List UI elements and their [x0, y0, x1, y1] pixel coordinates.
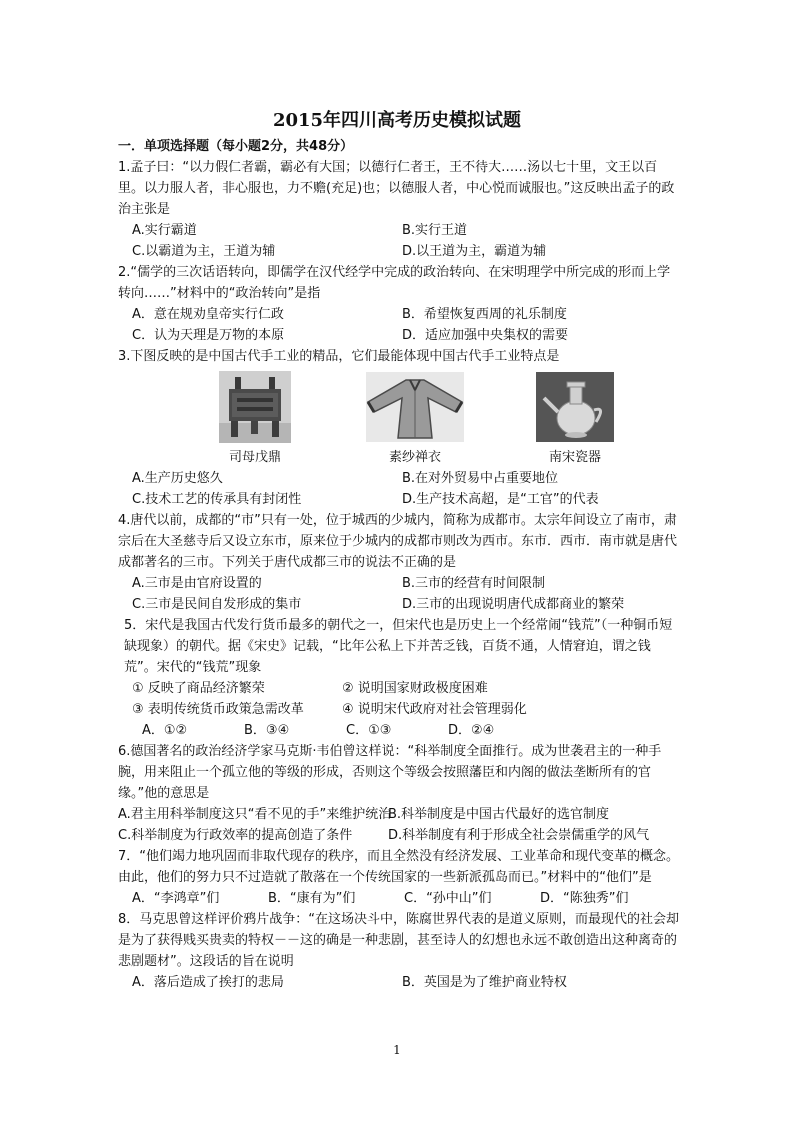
option-d: D.科举制度有利于形成全社会崇儒重学的风气 [388, 828, 650, 843]
statement-4: ④ 说明宋代政府对社会管理弱化 [342, 702, 527, 717]
option-a: A．①② [142, 723, 188, 738]
bronze-ding-image [219, 371, 291, 443]
option-b: B.实行王道 [402, 223, 468, 238]
question-stem: 8．马克思曾这样评价鸦片战争：“在这场决斗中，陈腐世界代表的是道义原则，而最现代的社会却是为了获得贱买贵卖的特权－－这的确是一种悲剧，甚至诗人的幻想也永远不敢创造出这种离奇的悲剧题材”。这段话的旨在说明 [118, 912, 680, 969]
question-stem: 2.“儒学的三次话语转向，即儒学在汉代经学中完成的政治转向、在宋明理学中所完成的形而上学转向……”材料中的“政治转向”是指 [118, 265, 671, 301]
statement-1: ① 反映了商品经济繁荣 [132, 681, 265, 696]
option-c: C．“孙中山”们 [404, 891, 492, 906]
artifact-ding [180, 371, 330, 468]
option-a: A.君主用科举制度这只“看不见的手”来维护统治 [118, 807, 392, 822]
option-b: B.科举制度是中国古代最好的选官制度 [388, 807, 610, 822]
section-heading: 一．单项选择题（每小题2分，共48分） [118, 139, 354, 154]
question-stem: 5．宋代是我国古代发行货币最多的朝代之一，但宋代也是历史上一个经常闹“钱荒”（一种铜币短缺现象）的朝代。据《宋史》记载，“比年公私上下并苦乏钱，百货不通，人情窘迫，谓之钱荒”。宋代的“钱荒”现象 [124, 618, 673, 675]
statement-3: ③ 表明传统货币政策急需改革 [132, 702, 304, 717]
option-b: B．希望恢复西周的礼乐制度 [402, 307, 567, 322]
question-stem: 7．“他们竭力地巩固而非取代现存的秩序，而且全然没有经济发展、工业革命和现代变革的概念。由此，他们的努力只不过造就了散落在一个传统国家的一些新派孤岛而已。”材料中的“他们”是 [118, 849, 680, 885]
option-a: A.三市是由官府设置的 [132, 576, 262, 591]
option-c: C.以霸道为主，王道为辅 [132, 244, 276, 259]
option-d: D．②④ [448, 723, 495, 738]
option-b: B.在对外贸易中占重要地位 [402, 471, 559, 486]
option-d: D．“陈独秀”们 [540, 891, 629, 906]
option-a: A．意在规劝皇帝实行仁政 [132, 307, 284, 322]
option-d: D．适应加强中央集权的需要 [402, 328, 569, 343]
option-d: D.三市的出现说明唐代成都商业的繁荣 [402, 597, 625, 612]
option-b: B．③④ [244, 723, 290, 738]
option-a: A．落后造成了挨打的悲局 [132, 975, 284, 990]
artifact-caption: 南宋瓷器 [548, 450, 601, 465]
exam-content [118, 136, 680, 993]
option-a: A.实行霸道 [132, 223, 197, 238]
silk-robe-image [366, 372, 464, 442]
artifact-robe [340, 371, 490, 468]
option-c: C.科举制度为行政效率的提高创造了条件 [118, 828, 353, 843]
option-c: C.三市是民间自发形成的集市 [132, 597, 302, 612]
option-d: D.生产技术高超，是“工官”的代表 [402, 492, 599, 507]
statement-2: ② 说明国家财政极度困难 [342, 681, 488, 696]
question-stem: 6.德国著名的政治经济学家马克斯·韦伯曾这样说：“科举制度全面推行。成为世袭君主的一种手腕，用来阻止一个孤立他的等级的形成，否则这个等级会按照藩臣和内阁的做法垄断所有的官缘。”他的意思是 [118, 744, 662, 801]
artifact-images [180, 371, 650, 468]
question-5 [118, 615, 680, 741]
option-c: C.技术工艺的传承具有封闭性 [132, 492, 302, 507]
artifact-caption: 素纱禅衣 [388, 450, 441, 465]
statement-list [118, 678, 680, 720]
option-c: C．认为天理是万物的本原 [132, 328, 285, 343]
option-a: A.生产历史悠久 [132, 471, 223, 486]
question-4 [118, 510, 680, 615]
porcelain-ewer-image [536, 372, 614, 442]
page-number: 1 [393, 1043, 401, 1057]
question-7 [118, 846, 680, 909]
question-3 [118, 346, 680, 510]
exam-title: 2015年四川高考历史模拟试题 [272, 110, 522, 131]
option-b: B.三市的经营有时间限制 [402, 576, 546, 591]
question-stem: 3.下图反映的是中国古代手工业的精品，它们最能体现中国古代手工业特点是 [118, 349, 560, 364]
question-2 [118, 262, 680, 346]
question-8 [118, 909, 680, 993]
option-b: B．英国是为了维护商业特权 [402, 975, 567, 990]
artifact-porcelain [500, 371, 650, 468]
option-a: A．“李鸿章”们 [132, 891, 220, 906]
option-b: B．“康有为”们 [268, 891, 356, 906]
option-d: D.以王道为主，霸道为辅 [402, 244, 547, 259]
artifact-caption: 司母戊鼎 [228, 450, 281, 465]
question-stem: 1.孟子曰：“以力假仁者霸，霸必有大国；以德行仁者王，王不待大……汤以七十里，文王以百里。以力服人者，非心服也，力不赡(充足)也；以德服人者，中心悦而诚服也。”这反映出孟子的政治主张是 [118, 160, 675, 217]
question-stem: 4.唐代以前，成都的“市”只有一处，位于城西的少城内，简称为成都市。太宗年间设立了南市，肃宗后在大圣慈寺后又设立东市，原来位于少城内的成都市则改为西市。东市．西市．南市就是唐代成都著名的三市。下列关于唐代成都三市的说法不正确的是 [118, 513, 678, 570]
question-6 [118, 741, 680, 846]
question-1 [118, 157, 680, 262]
option-c: C．①③ [346, 723, 392, 738]
